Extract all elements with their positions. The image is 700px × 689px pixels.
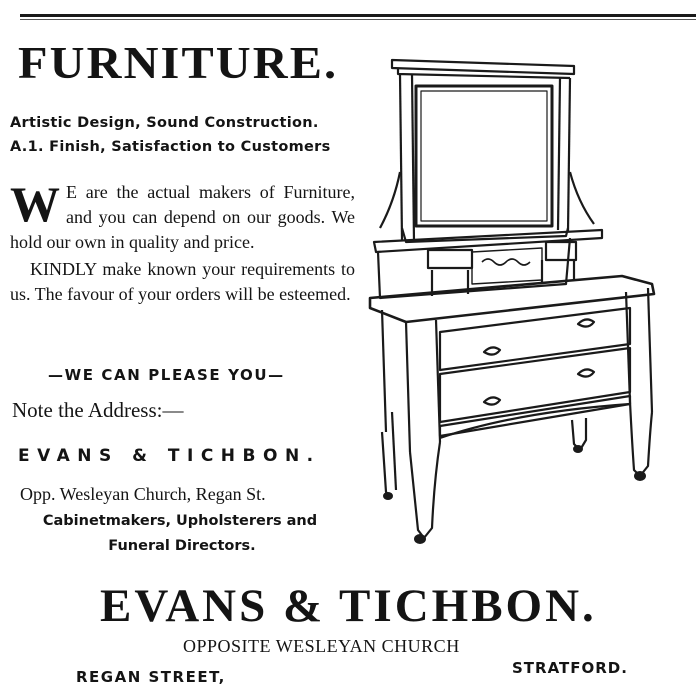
address-large: OPPOSITE WESLEYAN CHURCH [183, 636, 460, 656]
top-rule-thin [20, 19, 696, 20]
trades-line-2: Funeral Directors. [108, 538, 256, 554]
trades-line-1: Cabinetmakers, Upholsterers and [42, 513, 318, 529]
top-rule [20, 14, 696, 17]
firm-name-small: EVANS & TICHBON. [18, 446, 321, 466]
headline: FURNITURE. [18, 37, 339, 88]
address-note: Note the Address:— [12, 398, 184, 422]
body-copy [10, 176, 355, 307]
firm-name-large: EVANS & TICHBON. [100, 580, 597, 632]
dressing-table-illustration [366, 52, 656, 548]
tagline-2: A.1. Finish, Satisfaction to Customers [10, 139, 331, 155]
street-name: REGAN STREET, [76, 668, 226, 686]
town-name: STRATFORD. [512, 659, 628, 677]
address-small: Opp. Wesleyan Church, Regan St. [20, 484, 266, 504]
slogan: —WE CAN PLEASE YOU— [48, 366, 285, 384]
paragraph-1 [10, 176, 355, 255]
drop-cap: W [10, 176, 60, 232]
tagline-1: Artistic Design, Sound Construction. [10, 115, 319, 131]
paragraph-2: KINDLY make known your requirements to us. The favour of your orders will be esteemed. [10, 259, 355, 304]
paragraph-1-text: E are the actual makers of Furniture, and you can depend on our goods. We hold our own in quality and price. [10, 182, 355, 252]
